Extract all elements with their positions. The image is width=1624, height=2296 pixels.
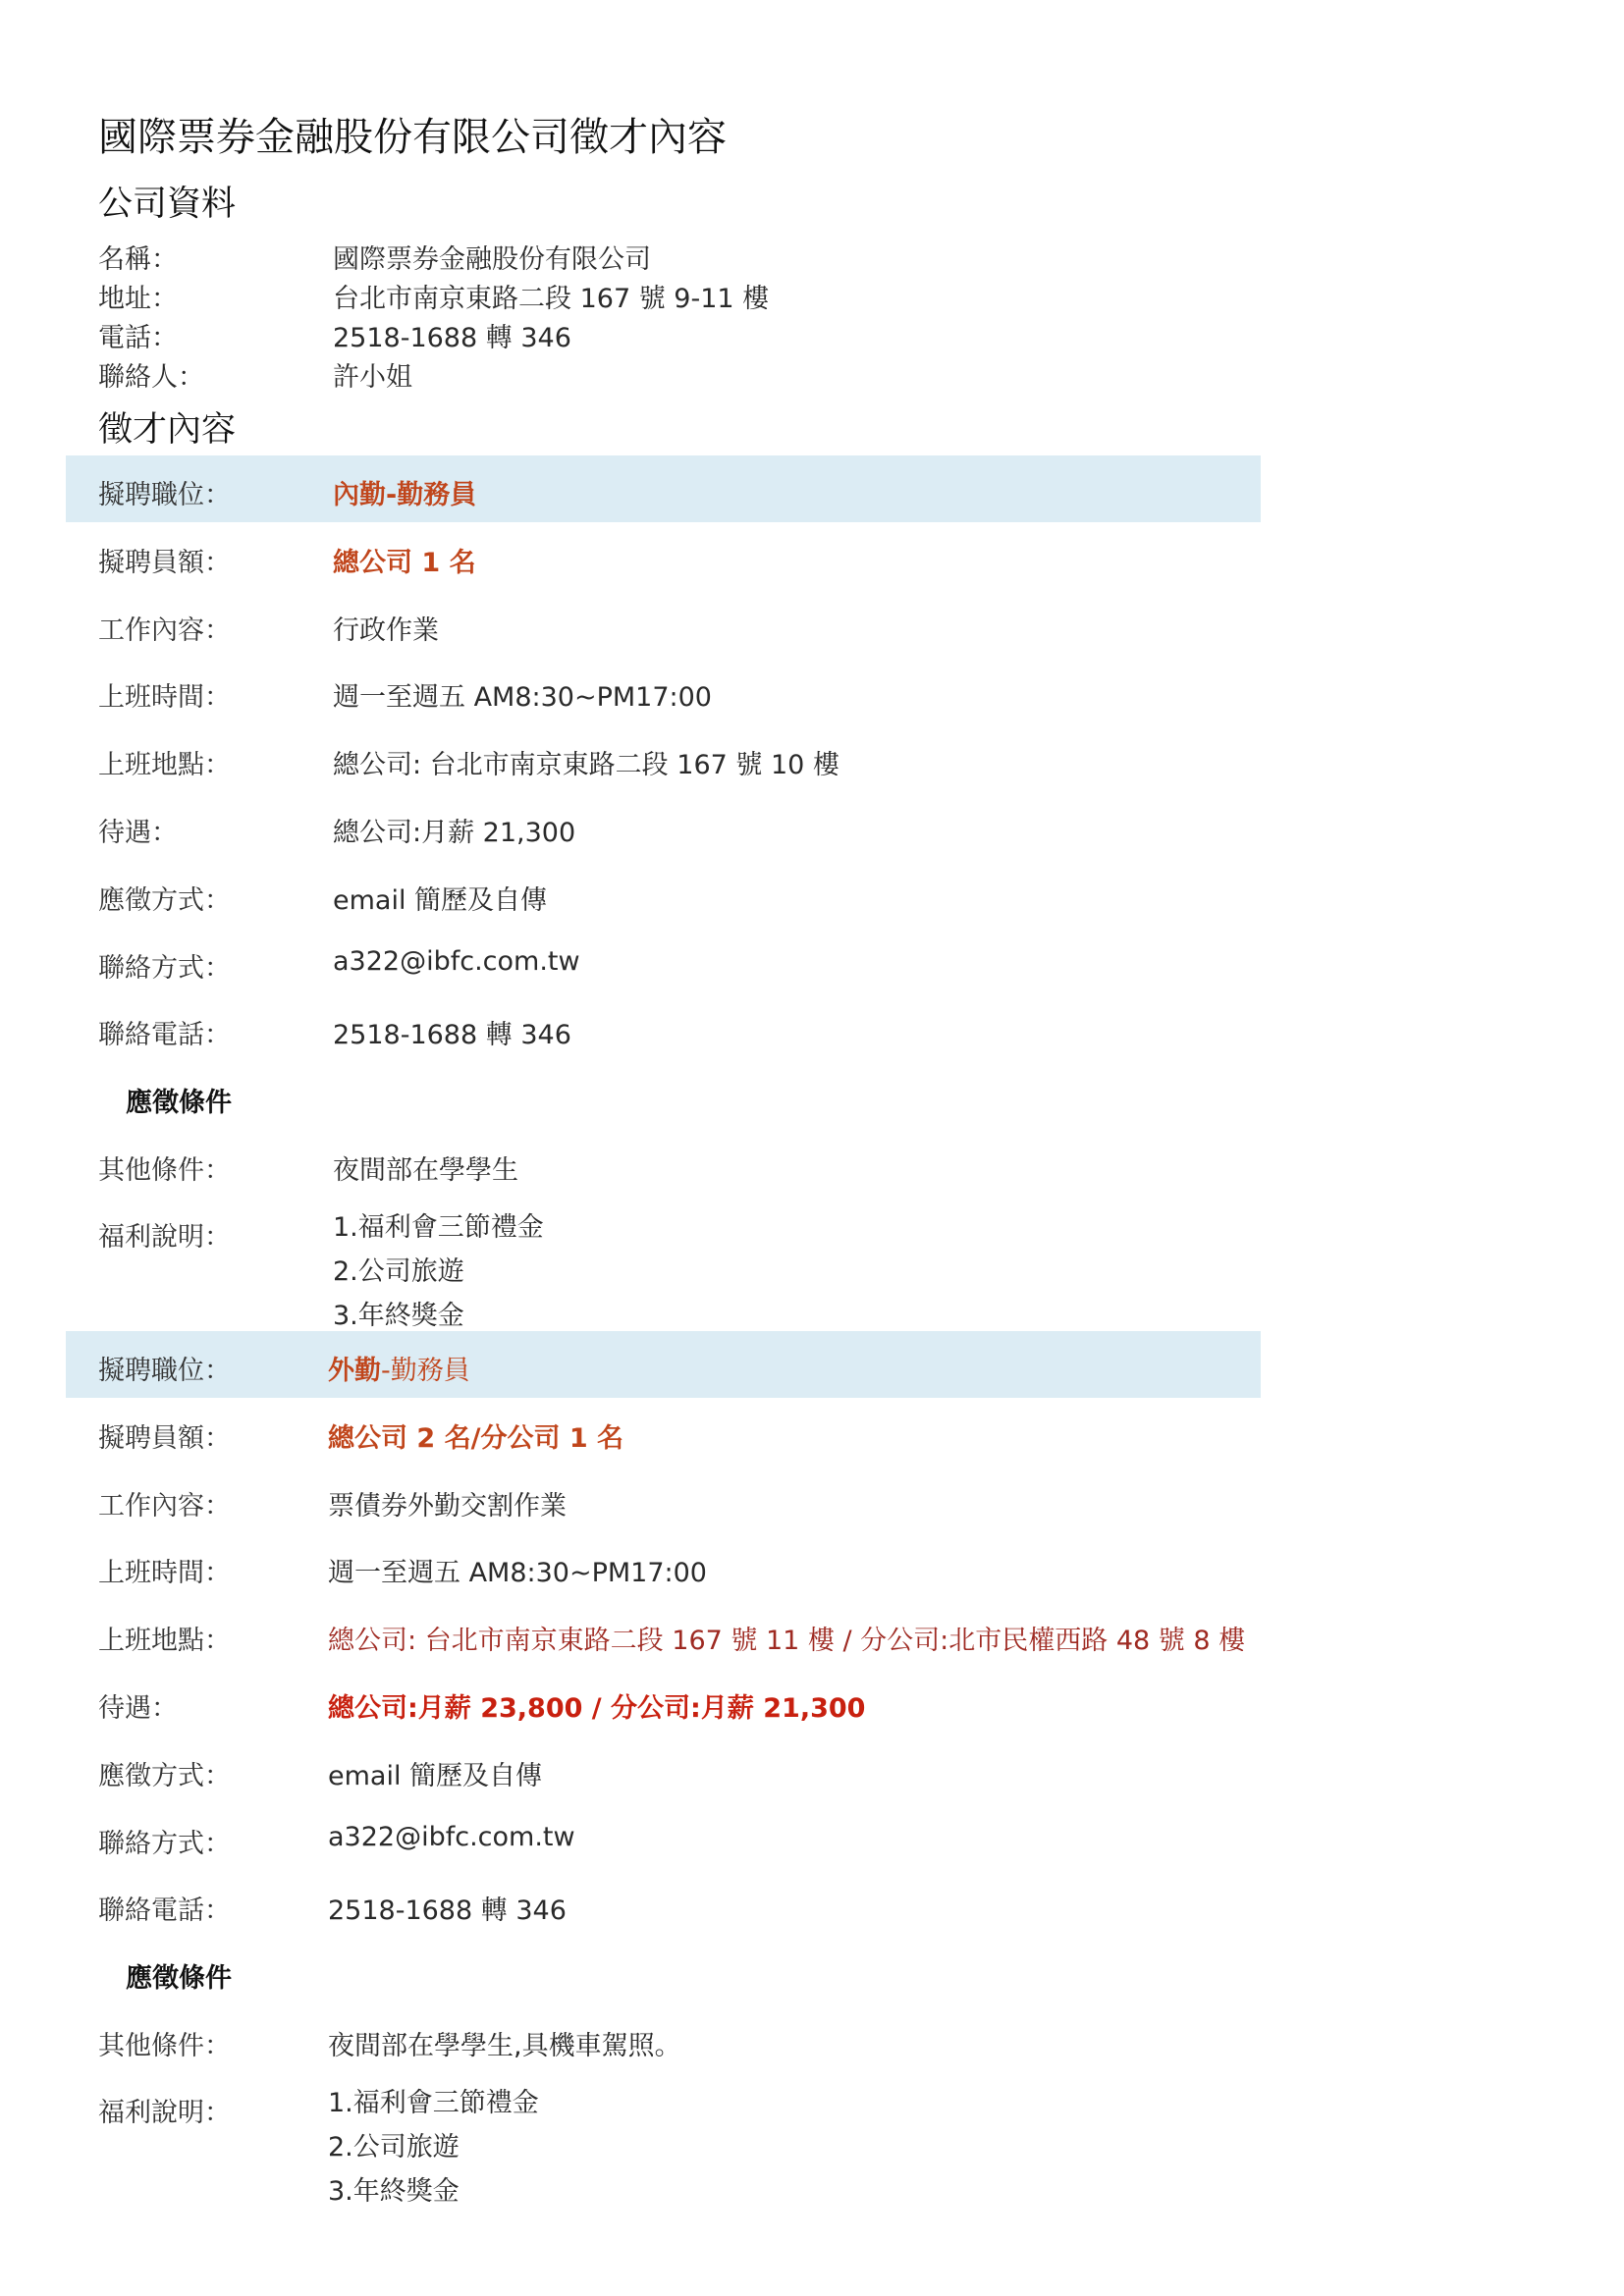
company-phone-label: 電話：: [98, 323, 178, 353]
apply-method-label: 應徵方式：: [98, 885, 231, 916]
duties-label: 工作內容：: [98, 615, 231, 646]
position-value: [328, 1349, 470, 1387]
contact-label: 聯絡方式：: [98, 953, 231, 984]
location-label: 上班地點：: [98, 1626, 231, 1656]
benefit-item: 3.年終獎金: [328, 2176, 460, 2207]
phone-label: 聯絡電話：: [98, 1896, 231, 1926]
apply-method-value: email 簡歷及自傳: [333, 885, 548, 916]
duties-value: 行政作業: [333, 615, 439, 646]
position-highlight-band: [66, 1331, 1261, 1398]
other-conditions-label: 其他條件：: [98, 1155, 231, 1186]
position-value: 內勤-勤務員: [333, 480, 477, 510]
company-section-heading: 公司資料: [98, 185, 237, 224]
other-conditions-label: 其他條件：: [98, 2031, 231, 2061]
company-name-label: 名稱：: [98, 244, 178, 275]
headcount-value: 總公司 2 名/分公司 1 名: [328, 1423, 624, 1454]
contact-email: a322@ibfc.com.tw: [333, 946, 580, 977]
duties-value: 票債券外勤交割作業: [328, 1491, 567, 1522]
benefits-list: [328, 2081, 539, 2214]
position-highlight-band: [66, 455, 1261, 522]
phone-label: 聯絡電話：: [98, 1020, 231, 1050]
company-phone-value: 2518-1688 轉 346: [333, 323, 571, 353]
apply-method-label: 應徵方式：: [98, 1761, 231, 1791]
recruit-section-heading: 徵才內容: [98, 410, 237, 450]
benefit-item: 3.年終獎金: [333, 1301, 464, 1331]
hours-label: 上班時間：: [98, 1558, 231, 1588]
location-label: 上班地點：: [98, 750, 231, 780]
conditions-subheading: 應徵條件: [126, 1963, 232, 1994]
other-conditions-value: 夜間部在學學生,具機車駕照。: [328, 2031, 681, 2061]
location-value: 總公司: 台北市南京東路二段 167 號 11 樓 / 分公司:北市民權西路 48 號 8 樓: [328, 1626, 1246, 1656]
conditions-subheading: 應徵條件: [126, 1088, 232, 1118]
contact-label: 聯絡方式：: [98, 1829, 231, 1859]
other-conditions-value: 夜間部在學學生: [333, 1155, 518, 1186]
salary-label: 待遇：: [98, 1693, 178, 1724]
benefit-item: 1.福利會三節禮金: [333, 1212, 544, 1243]
salary-value: 總公司:月薪 21,300: [333, 818, 576, 848]
salary-value: 總公司:月薪 23,800 / 分公司:月薪 21,300: [328, 1693, 866, 1724]
benefits-label: 福利說明：: [98, 2098, 231, 2128]
headcount-label: 擬聘員額：: [98, 548, 231, 578]
benefits-list: [333, 1205, 544, 1338]
contact-email: a322@ibfc.com.tw: [328, 1822, 575, 1852]
company-contact-person-value: 許小姐: [333, 362, 412, 393]
phone-value: 2518-1688 轉 346: [328, 1896, 567, 1926]
position-value-part2: -勤務員: [381, 1356, 470, 1386]
hours-value: 週一至週五 AM8:30~PM17:00: [333, 682, 712, 713]
headcount-label: 擬聘員額：: [98, 1423, 231, 1454]
company-address-label: 地址：: [98, 284, 178, 314]
phone-value: 2518-1688 轉 346: [333, 1020, 571, 1050]
benefits-label: 福利說明：: [98, 1222, 231, 1253]
company-contact-person-label: 聯絡人：: [98, 362, 204, 393]
benefit-item: 2.公司旅遊: [328, 2132, 460, 2163]
benefit-item: 2.公司旅遊: [333, 1256, 464, 1287]
document-title: 國際票券金融股份有限公司徵才內容: [98, 115, 727, 160]
benefit-item: 1.福利會三節禮金: [328, 2088, 539, 2118]
hours-label: 上班時間：: [98, 682, 231, 713]
duties-label: 工作內容：: [98, 1491, 231, 1522]
position-label: 擬聘職位：: [98, 480, 231, 510]
company-name-value: 國際票券金融股份有限公司: [333, 244, 651, 275]
location-value: 總公司: 台北市南京東路二段 167 號 10 樓: [333, 750, 839, 780]
position-value-part1: 外勤: [328, 1356, 381, 1386]
position-label: 擬聘職位：: [98, 1356, 231, 1386]
salary-label: 待遇：: [98, 818, 178, 848]
company-address-value: 台北市南京東路二段 167 號 9-11 樓: [333, 284, 770, 314]
headcount-value: 總公司 1 名: [333, 548, 476, 578]
hours-value: 週一至週五 AM8:30~PM17:00: [328, 1558, 707, 1588]
apply-method-value: email 簡歷及自傳: [328, 1761, 543, 1791]
